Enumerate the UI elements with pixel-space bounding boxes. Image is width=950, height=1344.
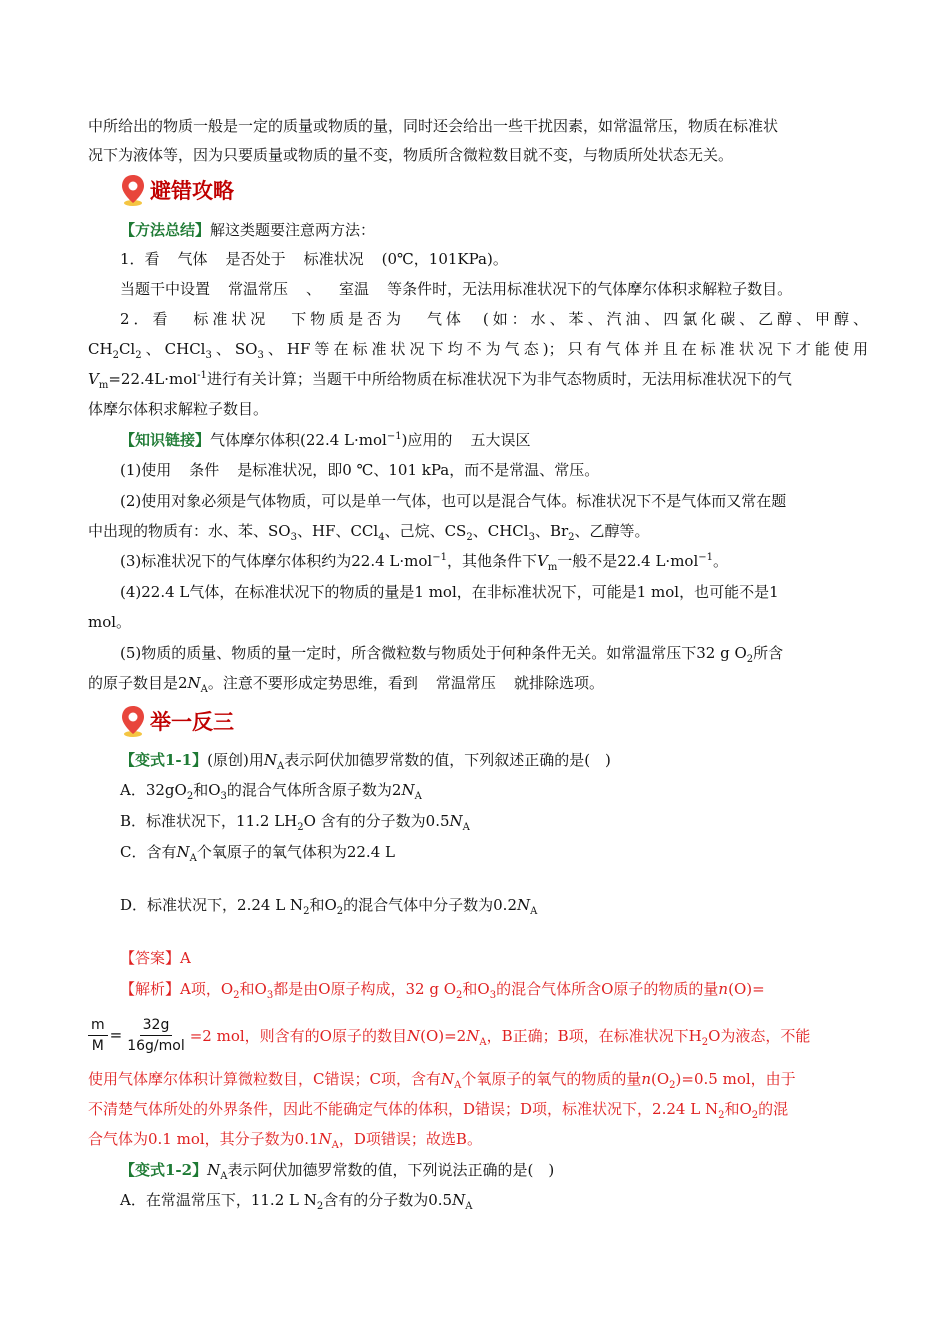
question-tag: 【变式1-1】 (120, 751, 208, 769)
explanation-formula-line: $\frac{m}{M}$ = $\frac{32g}{\text{16g/mol}}$ =2 mol，则含有的O原子的数目$N(O)=2N_A$，B正确；B项，在标准状况下$H_2O$为液态，不能 (88, 1013, 810, 1057)
location-pin-icon (120, 173, 146, 207)
method-tag: 【方法总结】 (120, 221, 211, 239)
question-tag: 【变式1-2】 (120, 1161, 208, 1179)
question-1-1-option-b: B．标准状况下，11.2 $LH_2O$ 含有的分子数为$0.5N_A$ (120, 812, 470, 833)
knowledge-link-line: 【知识链接】气体摩尔体积(22.4 L·mol$^{-1}$)应用的 五大误区 (120, 431, 531, 449)
fraction-32g-over-16g: $\frac{32g}{\text{16g/mol}}$ (127, 1016, 185, 1054)
method-point-2: 2．看 标准状况 下物质是否为 气体 (如：水、苯、汽油、四氯化碳、乙醇、甲醇、 (120, 310, 868, 328)
section-heading-avoid-errors (120, 172, 234, 208)
question-1-1-stem: 【变式1-1】(原创)用$N_A$表示阿伏加德罗常数的值，下列叙述正确的是( ) (120, 751, 611, 772)
explanation-tag: 【解析】 (120, 980, 181, 998)
question-1-2-option-a: A．在常温常压下，11.2 L $N_2$含有的分子数为$0.5N_A$ (120, 1191, 473, 1212)
answer-line (120, 948, 868, 968)
question-1-2-stem: 【变式1-2】$N_A$表示阿伏加德罗常数的值，下列说法正确的是( ) (120, 1161, 555, 1182)
intro-line-2: 况下为液体等，因为只要质量或物质的量不变，物质所含微粒数目就不变，与物质所处状态无关。 (88, 146, 734, 164)
knowledge-item-2-line-2: 中出现的物质有：水、苯、$SO_3$、HF、CCl$_4$、己烷、$CS_2$、CHCl$_3$、$Br_2$、乙醇等。 (88, 522, 650, 543)
explanation-line-4: 不清楚气体所处的外界条件，因此不能确定气体的体积，D错误；D项，标准状况下，2.24 L $N_2$和$O_2$的混 (88, 1100, 789, 1121)
explanation-line-5: 合气体为0.1 mol，其分子数为$0.1N_A$，D项错误；故选B。 (88, 1130, 482, 1151)
method-point-2-line-4: 体摩尔体积求解粒子数目。 (88, 400, 269, 418)
explanation-line-1: 【解析】A项，$O_2$和$O_3$都是由O原子构成，32 g $O_2$和$O_3$的混合气体所含O原子的物质的量n(O)= (120, 980, 765, 1001)
location-pin-icon (120, 704, 146, 738)
answer-tag: 【答案】 (120, 949, 181, 967)
knowledge-item-5: (5)物质的质量、物质的量一定时，所含微粒数与物质处于何种条件无关。如常温常压下32 g $O_2$所含 (120, 644, 784, 665)
question-1-1-option-a: A．$32gO_2$和$O_3$的混合气体所含原子数为$2N_A$ (120, 781, 422, 802)
method-point-1: 1．看 气体 是否处于 标准状况 (0℃，101KPa)。 (120, 250, 508, 268)
knowledge-item-4-line-2: mol。 (88, 613, 132, 631)
knowledge-item-2: (2)使用对象必须是气体物质，可以是单一气体，也可以是混合气体。标准状况下不是气体而又常在题 (120, 492, 787, 510)
method-point-2-line-3: $V_m=22.4L\cdot mol^{-1}$进行有关计算；当题干中所给物质在标准状况下为非气态物质时，无法用标准状况下的气 (88, 370, 792, 391)
method-point-1-detail: 当题干中设置 常温常压 、 室温 等条件时，无法用标准状况下的气体摩尔体积求解粒子数目。 (120, 280, 793, 298)
knowledge-item-3: (3)标准状况下的气体摩尔体积约为22.4 L·mol$^{-1}$，其他条件下$V_m$一般不是22.4 L·mol$^{-1}$。 (120, 552, 729, 573)
method-summary-line: 【方法总结】解这类题要注意两方法： (120, 221, 376, 239)
knowledge-item-5-line-2: 的原子数目是$2N_A$。注意不要形成定势思维，看到 常温常压 就排除选项。 (88, 674, 604, 695)
knowledge-item-1: (1)使用 条件 是标准状况，即0 ℃、101 kPa，而不是常温、常压。 (120, 461, 600, 479)
method-point-2-line-2: $CH_2Cl_2$、CHCl$_3$、$SO_3$、HF等在标准状况下均不为气态)；只有气体并且在标准状况下才能使用 (88, 340, 868, 361)
heading-text: 避错攻略 (150, 179, 234, 203)
question-1-1-option-c: C．含有$N_A$个氧原子的氧气体积为22.4 L (120, 843, 395, 864)
fraction-m-over-m: $\frac{m}{M}$ (88, 1016, 108, 1055)
knowledge-item-4: (4)22.4 L气体，在标准状况下的物质的量是1 mol，在非标准状况下，可能是1 mol，也可能不是1 (120, 583, 779, 601)
knowledge-tag: 【知识链接】 (120, 431, 211, 449)
section-heading-practice (120, 703, 234, 739)
answer-value: A (180, 949, 191, 967)
question-1-1-option-d: D．标准状况下，2.24 L $N_2$和$O_2$的混合气体中分子数为$0.2N_A$ (120, 896, 538, 917)
intro-line-1: 中所给出的物质一般是一定的质量或物质的量，同时还会给出一些干扰因素，如常温常压，物质在标准状 (88, 117, 779, 135)
explanation-line-3: 使用气体摩尔体积计算微粒数目，C错误；C项，含有$N_A$个氧原子的氧气的物质的量$n(O_2)=0.5$ mol，由于 (88, 1070, 796, 1091)
heading-text: 举一反三 (150, 710, 234, 734)
